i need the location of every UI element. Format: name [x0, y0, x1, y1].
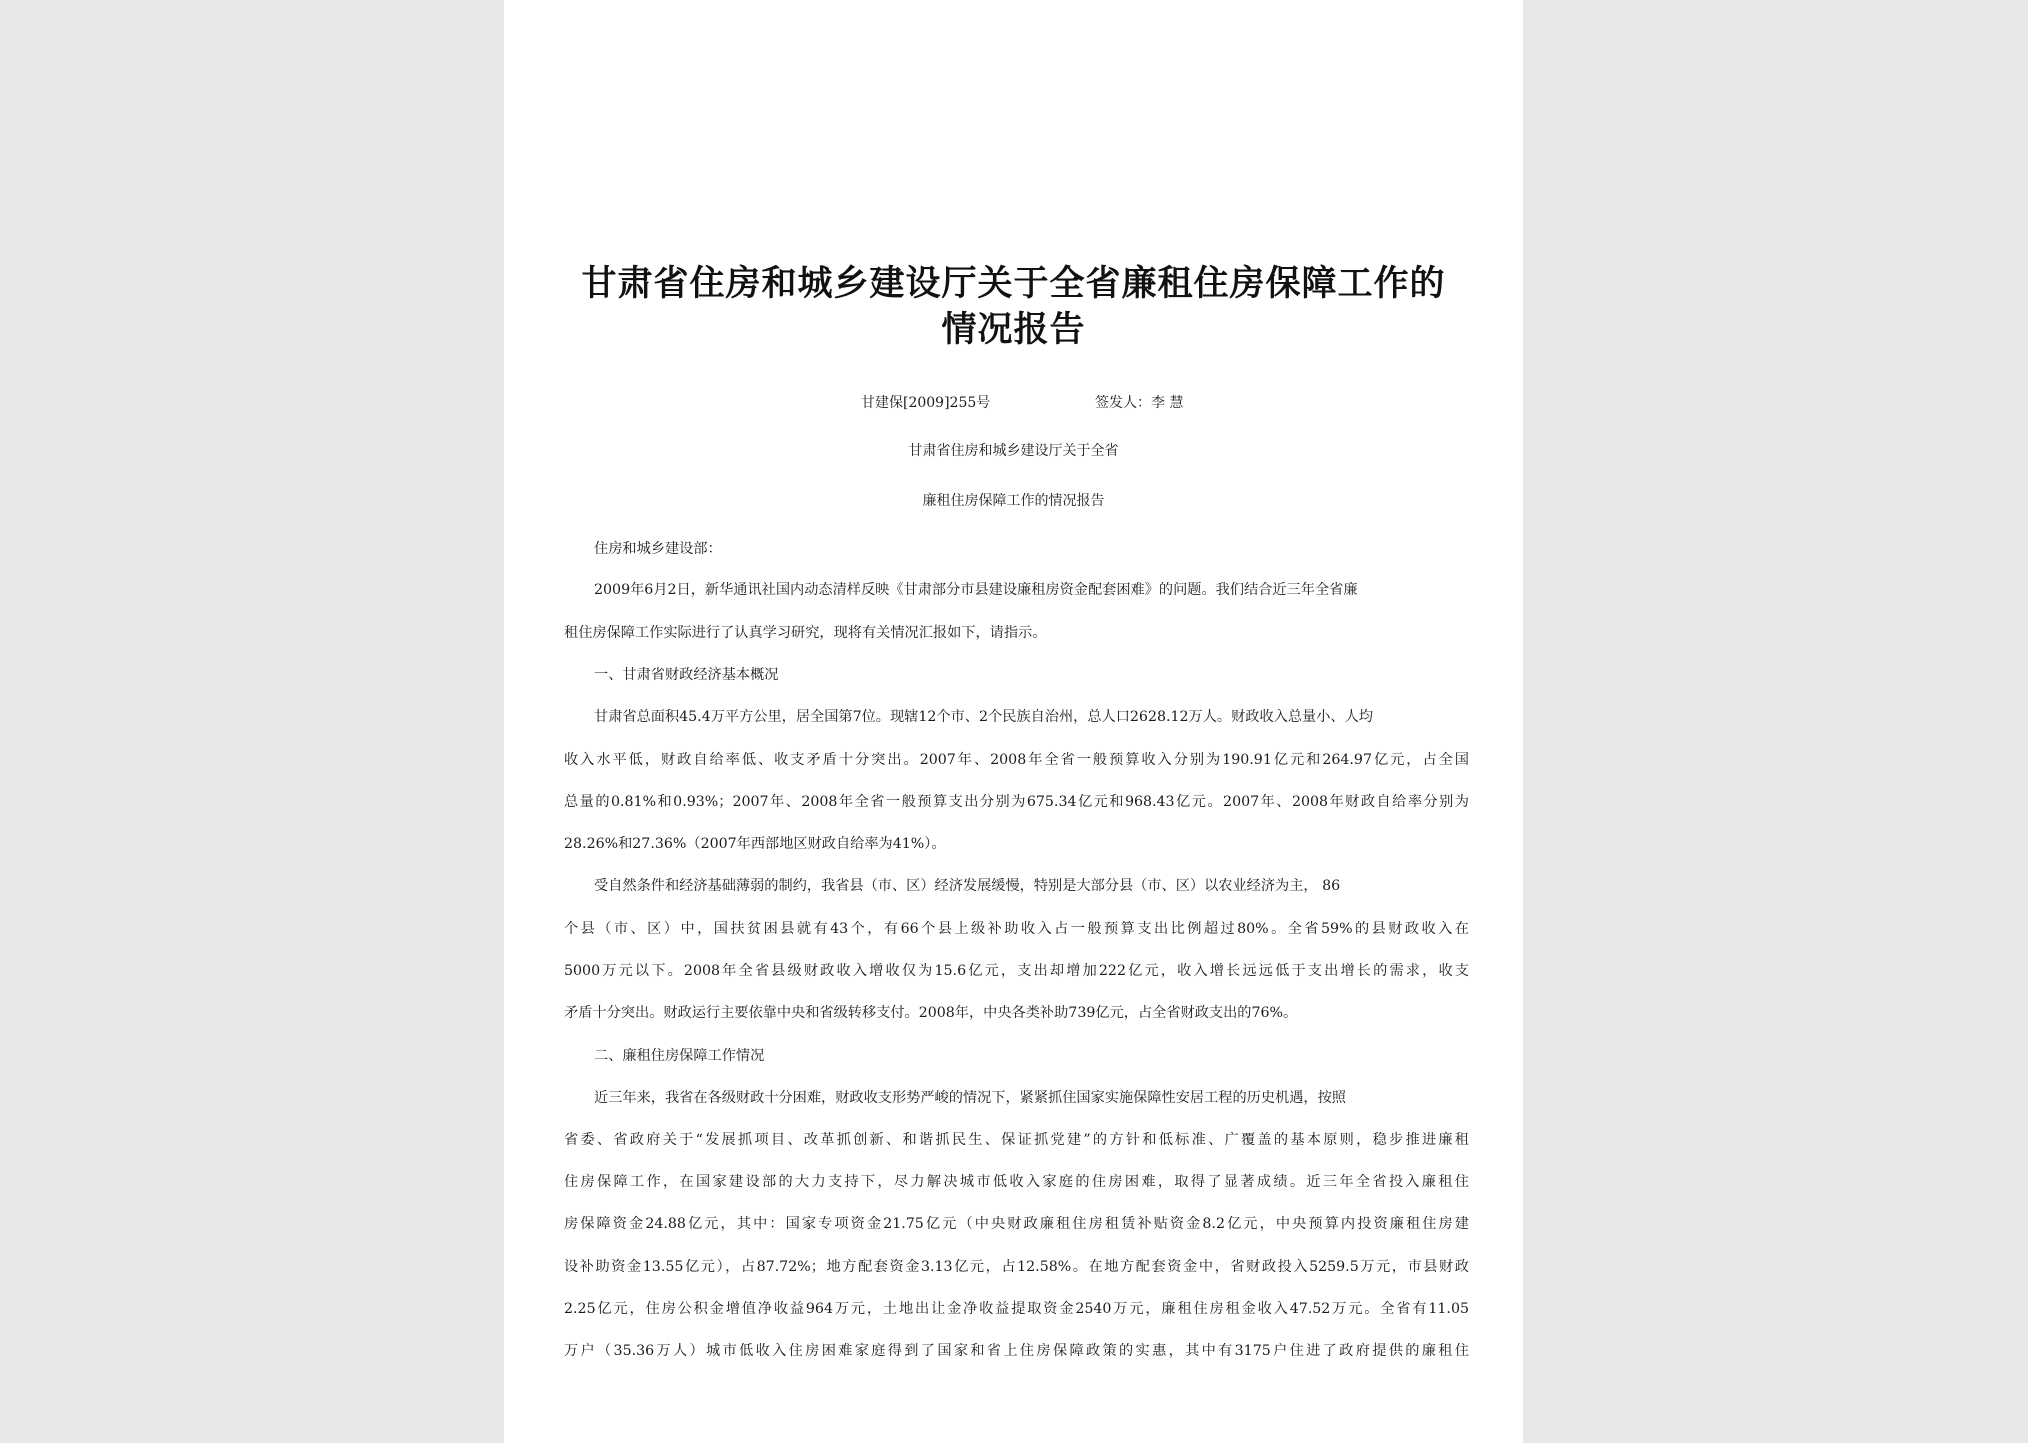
section-heading-2: 二、廉租住房保障工作情况 — [594, 1048, 765, 1064]
document-page — [504, 0, 1523, 1443]
body-line: 设补助资金13.55亿元），占87.72%；地方配套资金3.13亿元，占12.58%。在地方配套资金中，省财政投入5259.5万元，市县财政 — [564, 1259, 1469, 1275]
body-line: 2009年6月2日，新华通讯社国内动态清样反映《甘肃部分市县建设廉租房资金配套困难》的问题。我们结合近三年全省廉 — [594, 582, 1358, 598]
body-line: 总量的0.81%和0.93%；2007年、2008年全省一般预算支出分别为675.34亿元和968.43亿元。2007年、2008年财政自给率分别为 — [564, 794, 1469, 810]
body-line: 个县（市、区）中，国扶贫困县就有43个，有66个县上级补助收入占一般预算支出比例超过80%。全省59%的县财政收入在 — [564, 921, 1469, 937]
document-number: 甘建保[2009]255号 — [861, 395, 991, 411]
body-line: 近三年来，我省在各级财政十分困难，财政收支形势严峻的情况下，紧紧抓住国家实施保障性安居工程的历史机遇，按照 — [594, 1090, 1346, 1106]
body-line: 万户（35.36万人）城市低收入住房困难家庭得到了国家和省上住房保障政策的实惠，其中有3175户住进了政府提供的廉租住 — [564, 1343, 1469, 1359]
section-heading-1: 一、甘肃省财政经济基本概况 — [594, 667, 779, 683]
body-line: 收入水平低，财政自给率低、收支矛盾十分突出。2007年、2008年全省一般预算收入分别为190.91亿元和264.97亿元，占全国 — [564, 752, 1469, 768]
body-line: 2.25亿元，住房公积金增值净收益964万元，土地出让金净收益提取资金2540万元，廉租住房租金收入47.52万元。全省有11.05 — [564, 1301, 1469, 1317]
document-title-line-2: 情况报告 — [941, 309, 1086, 350]
body-line: 28.26%和27.36%（2007年西部地区财政自给率为41%）。 — [564, 836, 946, 852]
body-line: 租住房保障工作实际进行了认真学习研究，现将有关情况汇报如下，请指示。 — [564, 625, 1047, 641]
body-line: 矛盾十分突出。财政运行主要依靠中央和省级转移支付。2008年，中央各类补助739亿元，占全省财政支出的76%。 — [564, 1005, 1298, 1021]
body-line: 房保障资金24.88亿元，其中：国家专项资金21.75亿元（中央财政廉租住房租赁补贴资金8.2亿元，中央预算内投资廉租住房建 — [564, 1216, 1469, 1232]
subtitle-line-1: 甘肃省住房和城乡建设厅关于全省 — [908, 443, 1119, 459]
body-line: 5000万元以下。2008年全省县级财政收入增收仅为15.6亿元，支出却增加222亿元，收入增长远远低于支出增长的需求，收支 — [564, 963, 1469, 979]
document-title-line-1: 甘肃省住房和城乡建设厅关于全省廉租住房保障工作的 — [581, 263, 1446, 304]
body-line: 省委、省政府关于“发展抓项目、改革抓创新、和谐抓民生、保证抓党建”的方针和低标准、广覆盖的基本原则，稳步推进廉租 — [564, 1132, 1469, 1148]
subtitle-line-2: 廉租住房保障工作的情况报告 — [922, 493, 1105, 509]
body-line: 受自然条件和经济基础薄弱的制约，我省县（市、区）经济发展缓慢，特别是大部分县（市、区）以农业经济为主， 86 — [594, 878, 1341, 894]
addressee: 住房和城乡建设部： — [594, 541, 722, 557]
body-line: 住房保障工作，在国家建设部的大力支持下，尽力解决城市低收入家庭的住房困难，取得了显著成绩。近三年全省投入廉租住 — [564, 1174, 1469, 1190]
body-line: 甘肃省总面积45.4万平方公里，居全国第7位。现辖12个市、2个民族自治州，总人口2628.12万人。财政收入总量小、人均 — [594, 709, 1373, 725]
document-signer: 签发人：李 慧 — [1095, 395, 1184, 411]
